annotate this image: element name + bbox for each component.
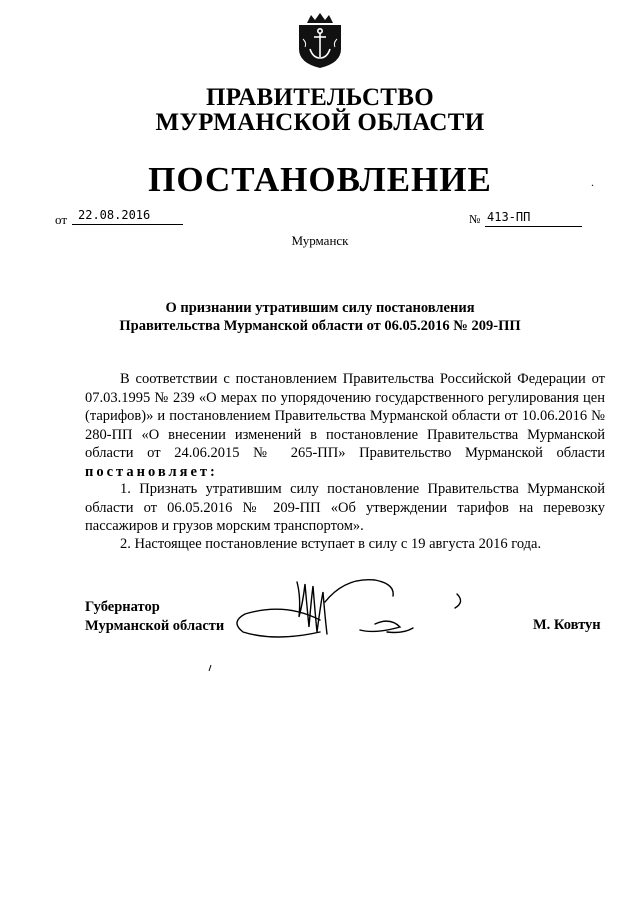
date-prefix: от: [55, 212, 68, 227]
position-line2: Мурманской области: [85, 618, 225, 634]
city-name: Мурманск: [291, 233, 349, 248]
stray-dot: .: [591, 175, 594, 189]
decree-word: постановляет:: [85, 463, 218, 480]
org-name-line2: МУРМАНСКОЙ ОБЛАСТИ: [155, 109, 485, 136]
preamble-text: В соответствии с постановлением Правительства Российской Федерации от 07.03.1995 № 239 «О мерах по упорядочению государственного регулирования цен (тарифов)» и постановлением Правительства Мурманской области от 10.06.2016 № 280-ПП «О внесении изменений в постановление Правительства Мурманской области от 24.06.2015 № 265-ПП» Правительство Мурманской области: [85, 371, 605, 461]
document-type-title: ПОСТАНОВЛЕНИЕ: [148, 160, 492, 199]
date-number-row: [55, 206, 585, 228]
signatory-name: М. Ковтун: [533, 617, 601, 633]
stray-mark: [207, 664, 213, 672]
subject-line2: Правительства Мурманской области от 06.05.2016 № 209-ПП: [119, 318, 521, 334]
item-2-paragraph: 2. Настоящее постановление вступает в силу с 19 августа 2016 года.: [120, 536, 542, 552]
coat-of-arms-icon: [297, 11, 343, 69]
document-date: 22.08.2016: [72, 206, 183, 225]
number-prefix: №: [469, 212, 481, 226]
document-number: 413-ПП: [485, 208, 582, 227]
position-line1: Губернатор: [85, 599, 160, 615]
handwritten-signature: [225, 572, 475, 647]
signatory-position: [85, 598, 224, 636]
org-name-line1: ПРАВИТЕЛЬСТВО: [206, 84, 434, 111]
item-1-paragraph: 1. Признать утратившим силу постановление Правительства Мурманской области от 06.05.2016 № 209-ПП «Об утверждении тарифов на перевозку пассажиров и грузов морским транспортом».: [85, 481, 605, 534]
preamble-paragraph: [85, 370, 605, 481]
subject-line1: О признании утратившим силу постановления: [165, 300, 475, 316]
